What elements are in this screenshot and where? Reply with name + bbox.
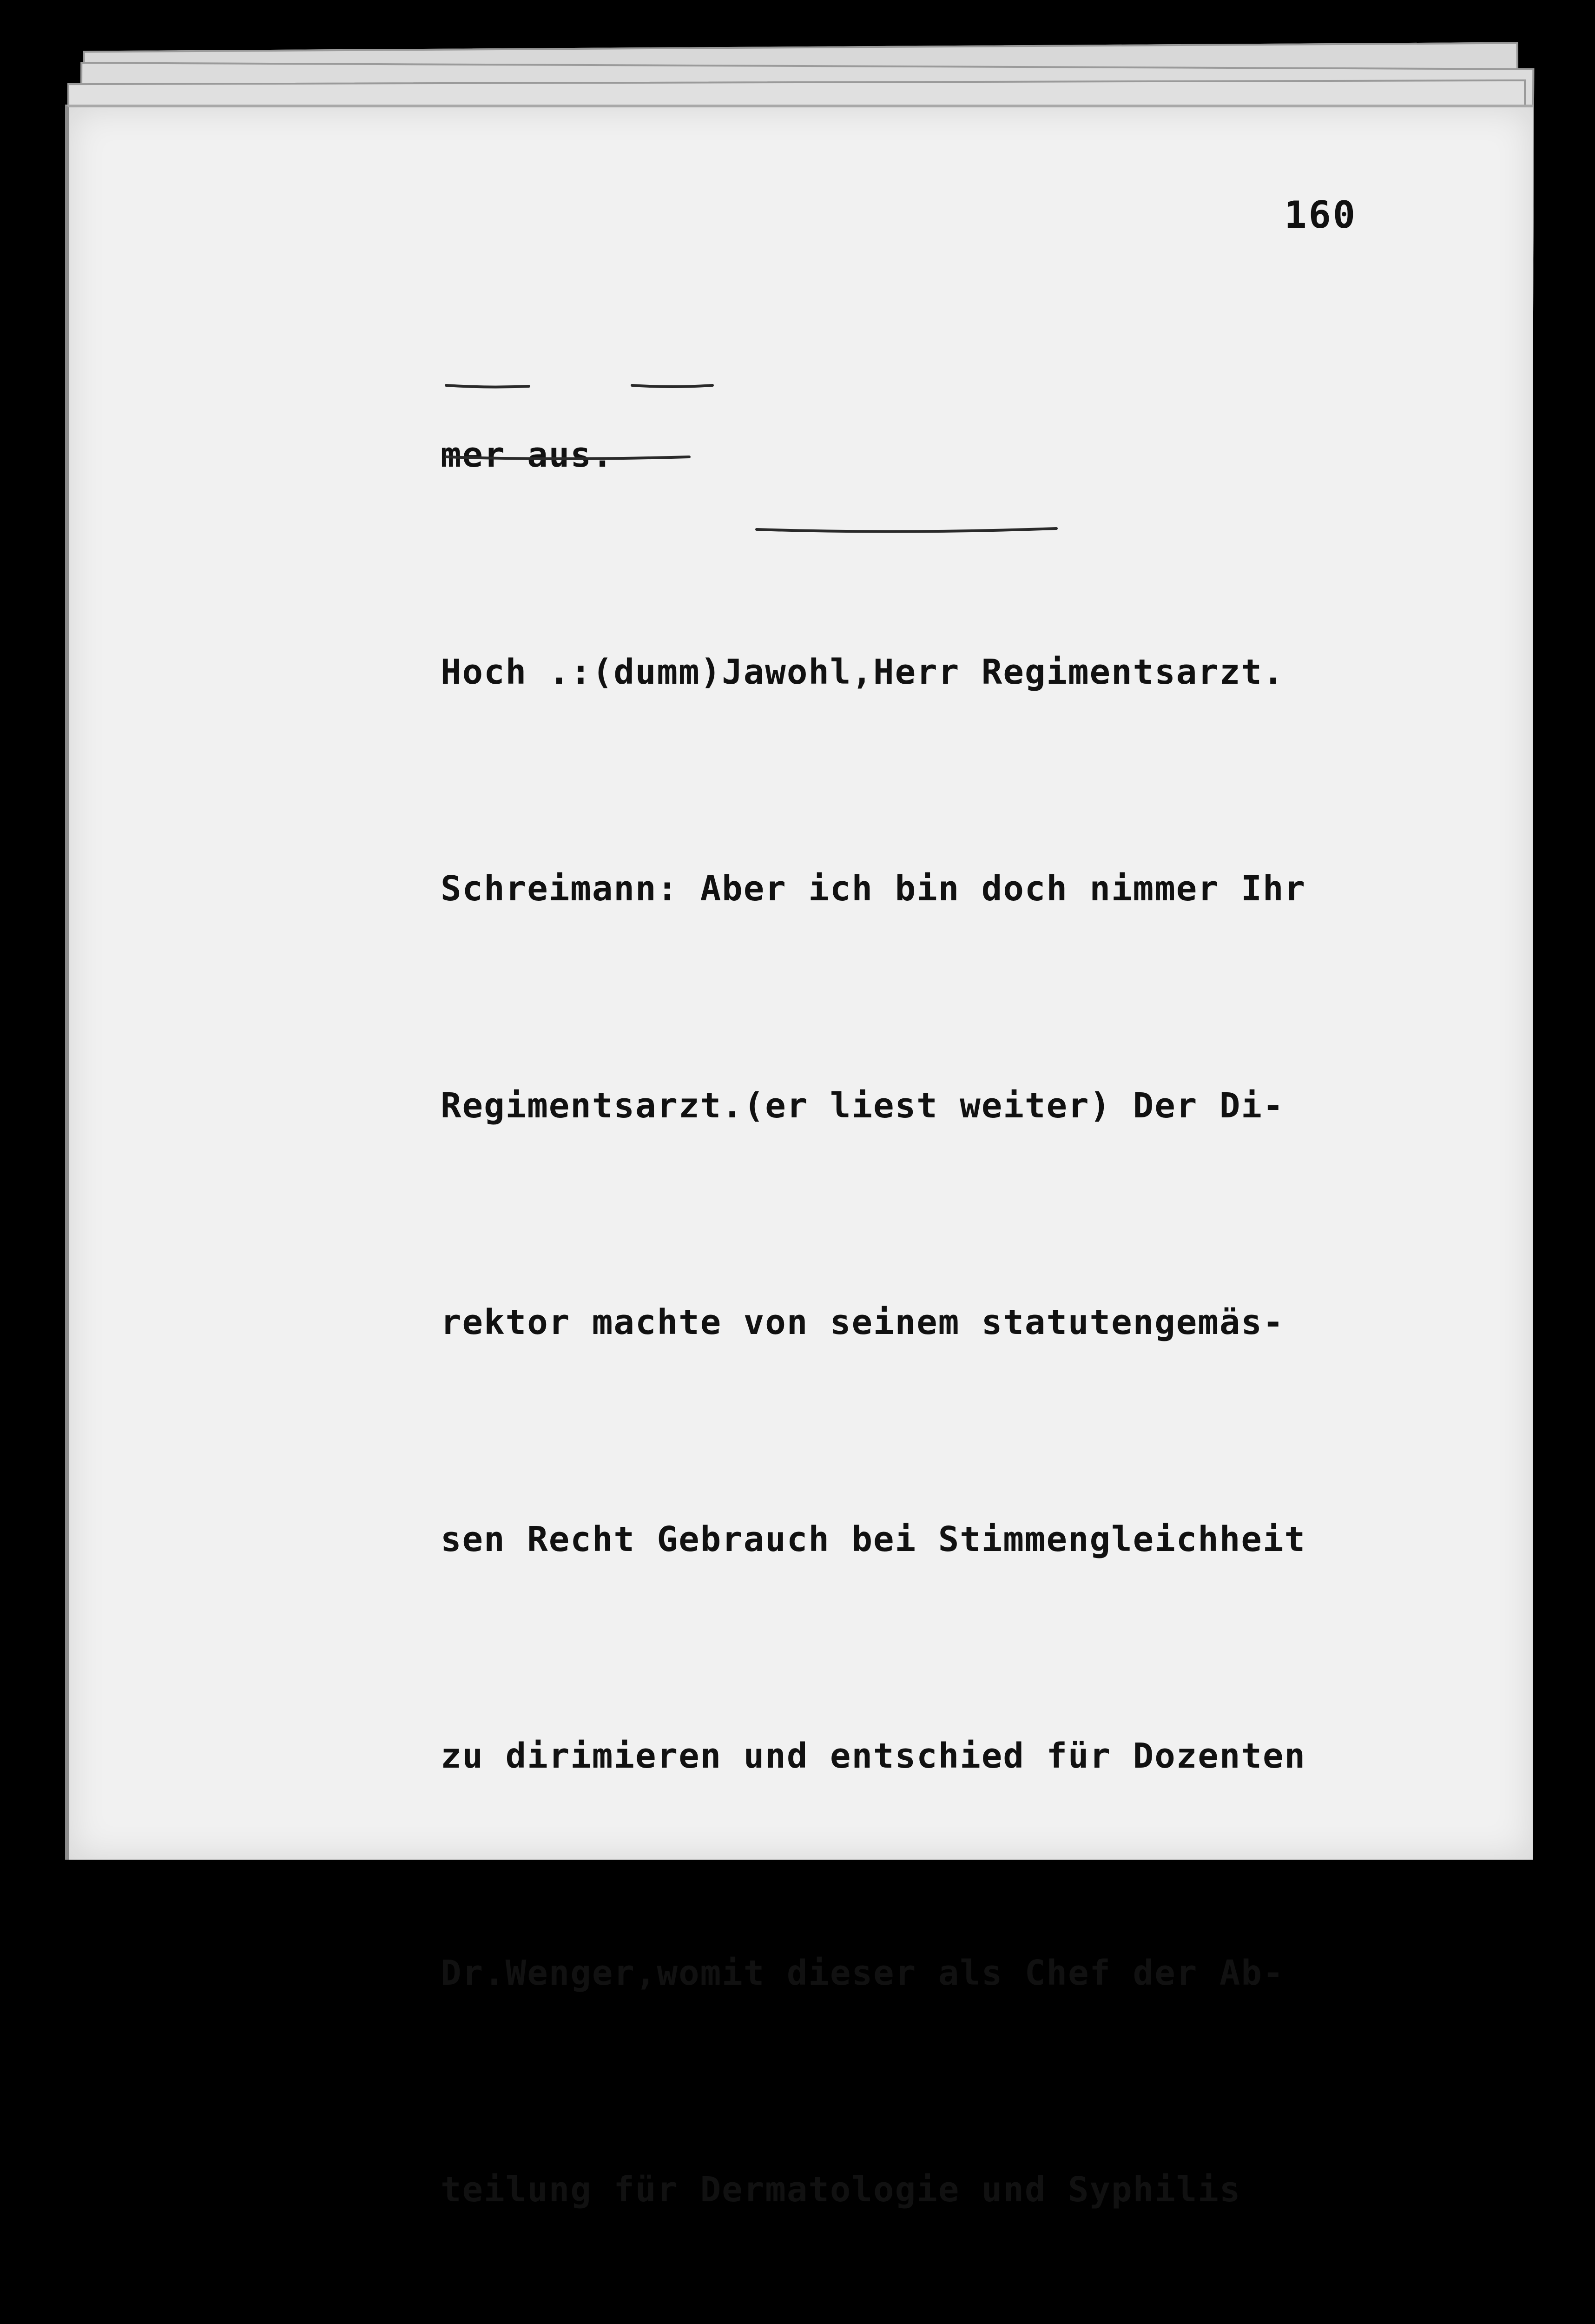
text-line: mer aus. [441,435,614,475]
script-text [441,275,1509,2324]
page-number: 160 [1284,193,1357,237]
typescript-page [65,105,1533,2210]
text-line: zu dirimieren und entschied für Dozenten [441,1736,1306,1776]
text-line: Dr.Wenger,womit dieser als Chef der Ab- [441,1953,1285,1993]
text-line: Regimentsarzt.(er liest weiter) Der Di- [441,1085,1285,1126]
text-line: Hoch .:(dumm)Jawohl,Herr Regimentsarzt. [441,652,1285,692]
text-line: sen Recht Gebrauch bei Stimmengleichheit [441,1519,1306,1559]
text-line: teilung für Dermatologie und Syphilis [441,2170,1241,2210]
text-line: Schreimann: Aber ich bin doch nimmer Ihr [441,869,1306,909]
text-line: rektor machte von seinem statutengemäs- [441,1302,1285,1342]
